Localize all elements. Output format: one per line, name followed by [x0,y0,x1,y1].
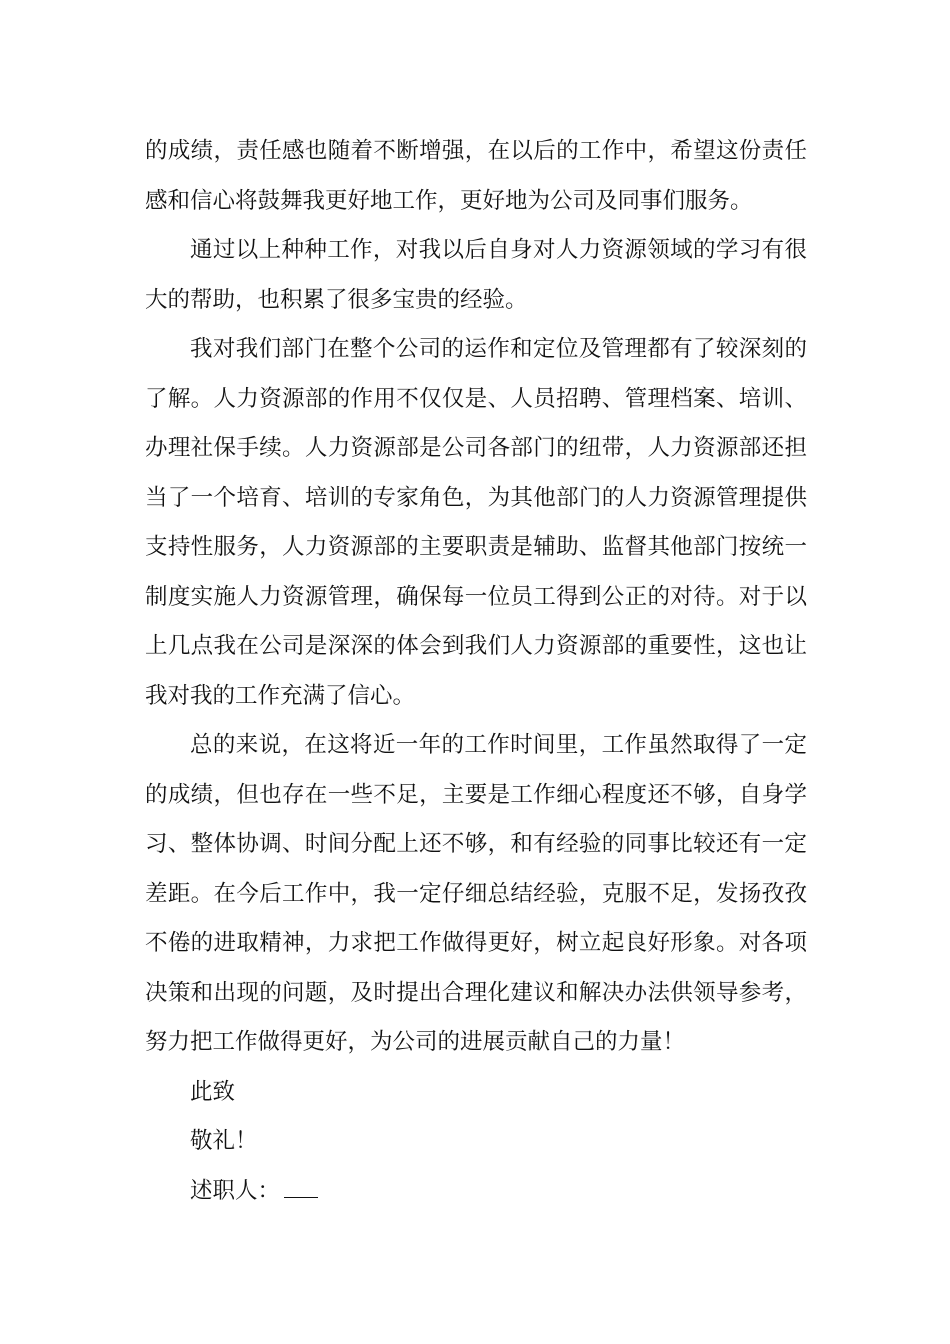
signature-blank-line [284,1177,318,1198]
closing-salutation: 此致 [190,1078,236,1105]
paragraph-department-role: 我对我们部门在整个公司的运作和定位及管理都有了较深刻的了解。人力资源部的作用不仅仅是、人员招聘、管理档案、培训、办理社保手续。人力资源部是公司各部门的纽带，人力资源部还担当了一个培育、培训的专家角色，为其他部门的人力资源管理提供支持性服务，人力资源部的主要职责是辅助、监督其他部门按统一制度实施人力资源管理，确保每一位员工得到公正的对待。对于以上几点我在公司是深深的体会到我们人力资源部的重要性，这也让我对我的工作充满了信心。 [145,336,807,709]
paragraph-learning: 通过以上种种工作，对我以后自身对人力资源领域的学习有很大的帮助，也积累了很多宝贵的经验。 [145,237,807,313]
document-body [145,127,807,1216]
signature-row [145,1167,807,1217]
paragraph-summary: 总的来说，在这将近一年的工作时间里，工作虽然取得了一定的成绩，但也存在一些不足，主要是工作细心程度还不够，自身学习、整体协调、时间分配上还不够，和有经验的同事比较还有一定差距。在今后工作中，我一定仔细总结经验，克服不足，发扬孜孜不倦的进取精神，力求把工作做得更好，树立起良好形象。对各项决策和出现的问题，及时提出合理化建议和解决办法供领导参考，努力把工作做得更好，为公司的进展贡献自己的力量！ [145,732,807,1055]
closing-regards: 敬礼！ [190,1128,258,1154]
signature-label: 述职人： [190,1177,281,1204]
paragraph-continuation: 的成绩，责任感也随着不断增强，在以后的工作中，希望这份责任感和信心将鼓舞我更好地工作，更好地为公司及同事们服务。 [145,138,807,214]
